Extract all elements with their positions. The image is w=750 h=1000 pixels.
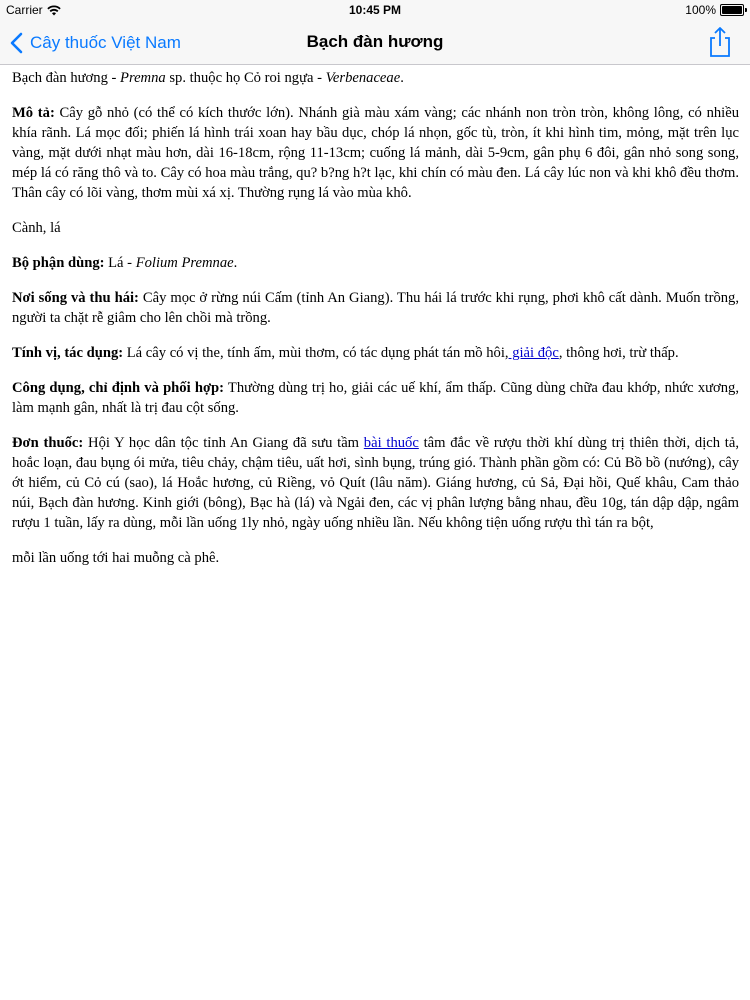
parts-short-paragraph: Cành, lá bbox=[12, 220, 61, 236]
prescription-paragraph bbox=[12, 433, 739, 533]
habitat-text: Cây mọc ở rừng núi Cấm (tỉnh An Giang). Thu hái lá trước khi rụng, phơi khô cất dành. Muốn trồng, người ta chặt rễ giâm cho lên chồi mà trồng. bbox=[12, 290, 740, 326]
properties-paragraph bbox=[12, 343, 739, 363]
parts-used-label: Bộ phận dùng: bbox=[12, 255, 105, 271]
parts-used-end: . bbox=[233, 255, 238, 271]
properties-label: Tính vị, tác dụng: bbox=[12, 345, 124, 361]
status-bar bbox=[0, 0, 750, 22]
intro-end: . bbox=[400, 70, 404, 86]
prescription-text-before: Hội Y học dân tộc tỉnh An Giang đã sưu tầm bbox=[83, 435, 364, 451]
uses-text: Thường dùng trị ho, giải các uế khí, ẩm thấp. Cũng dùng chữa đau khớp, nhức xương, làm mạnh gân, nhất là trị đau cột sống. bbox=[12, 380, 740, 416]
habitat-paragraph bbox=[12, 288, 739, 328]
prescription-text-after: tâm đắc về rượu thời khí dùng trị thiên thời, dịch tả, hoắc loạn, đau bụng ói mửa, tiêu chảy, chậm tiêu, uất hơi, sình bụng, trúng gió. Thành phần gồm có: Củ Bồ bồ (nướng), cây ớt hiểm, củ Cỏ cú (sao), lá Hoắc hương, củ Riềng, vỏ Quít (lâu năm). Giáng hương, củ Sả, Đại hồi, Quế khâu, Cam thảo núi, Bạch đàn hương. Kinh giới (bông), Bạc hà (lá) và Ngải đen, các vị phân lượng bằng nhau, đều 10g, tán dập dập, ngâm rượu 1 tuần, lấy ra dùng, mỗi lần uống 1ly nhỏ, ngày uống nhiều lần. Nếu không tiện uống rượu thì tán ra bột, bbox=[12, 435, 739, 531]
detox-link[interactable]: giải độc bbox=[508, 345, 559, 361]
properties-text-before: Lá cây có vị the, tính ấm, mùi thơm, có tác dụng phát tán mồ hôi, bbox=[123, 345, 509, 361]
properties-text-after: , thông hơi, trừ thấp. bbox=[558, 345, 679, 361]
parts-used-paragraph bbox=[12, 253, 739, 273]
back-button-label: Cây thuốc Việt Nam bbox=[30, 33, 181, 52]
intro-family-name: Verbenaceae bbox=[325, 70, 401, 86]
closing-paragraph: mỗi lần uống tới hai muỗng cà phê. bbox=[12, 550, 220, 566]
description-label: Mô tả: bbox=[12, 105, 55, 121]
share-icon[interactable] bbox=[706, 26, 734, 58]
navigation-bar bbox=[0, 22, 750, 65]
uses-paragraph bbox=[12, 378, 739, 418]
intro-prefix: Bạch đàn hương - bbox=[12, 70, 121, 86]
carrier-label: Carrier bbox=[6, 3, 43, 17]
page-title: Bạch đàn hương bbox=[306, 32, 444, 51]
intro-paragraph bbox=[12, 68, 739, 88]
intro-mid: sp. thuộc họ Cỏ roi ngựa - bbox=[165, 70, 326, 86]
description-text: Cây gỗ nhỏ (có thể có kích thước lớn). Nhánh già màu xám vàng; các nhánh non tròn tròn, không lông, có nhiều khía rãnh. Lá mọc đối; phiến lá hình trái xoan hay bầu dục, chóp lá nhọn, gốc tù, tròn, ít khi hình tim, mỏng, mặt trên lục vàng, mặt dưới nhạt màu hơn, dài 16-18cm, rộng 11-13cm; cuống lá mảnh, dài 5-9cm, gân phụ 6 đôi, gân nhỏ song song, mép lá có răng thô và to. Cây có hoa màu trắng, qu? b?ng h?t lạc, khi chín có màu đen. Lá cây lúc non và khi khô đều thơm. Thân cây có lõi vàng, thơm mùi xá xị. Thường rụng lá vào mùa khô. bbox=[12, 105, 739, 201]
uses-label: Công dụng, chỉ định và phối hợp: bbox=[12, 380, 225, 396]
description-paragraph bbox=[12, 103, 739, 203]
habitat-label: Nơi sống và thu hái: bbox=[12, 290, 139, 306]
parts-used-latin: Folium Premnae bbox=[135, 255, 234, 271]
prescription-label: Đơn thuốc: bbox=[12, 435, 84, 451]
parts-used-text: Lá - bbox=[104, 255, 136, 271]
battery-icon bbox=[720, 4, 744, 16]
intro-latin-name: Premna bbox=[120, 70, 166, 86]
battery-percent: 100% bbox=[685, 3, 716, 17]
remedy-link[interactable]: bài thuốc bbox=[363, 435, 419, 451]
status-time: 10:45 PM bbox=[348, 3, 402, 17]
battery-group bbox=[685, 3, 744, 17]
article-content bbox=[12, 68, 739, 583]
